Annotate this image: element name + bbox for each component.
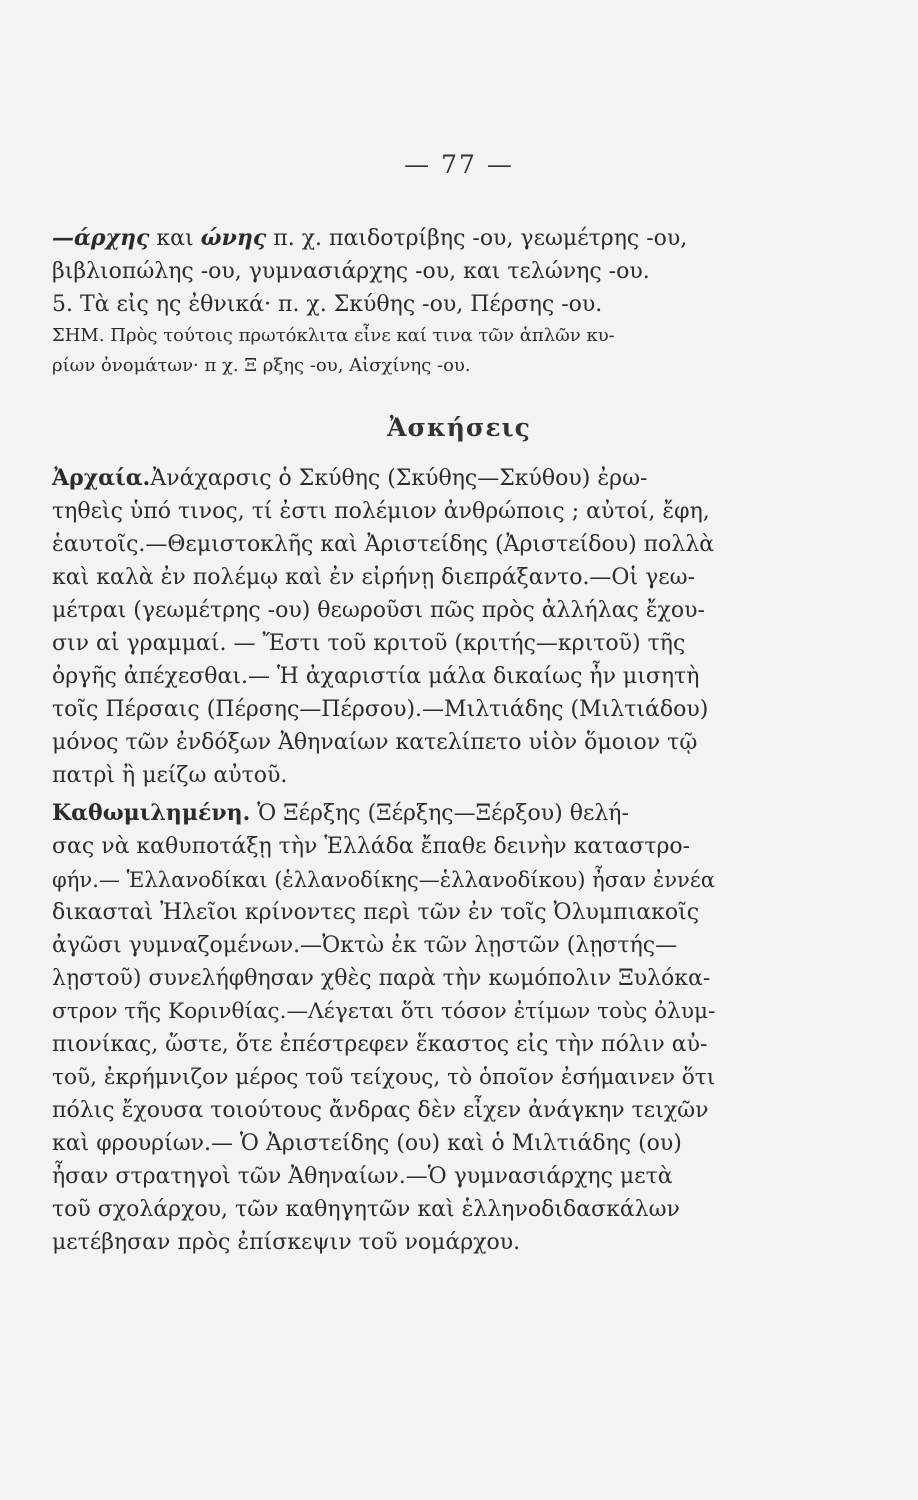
spoken-line-12: ἦσαν στρατηγοὶ τῶν Ἀθηναίων.—Ὁ γυμνασιάρχης μετὰ: [52, 1164, 673, 1189]
ancient-line-5: μέτραι (γεωμέτρης -ου) θεωροῦσι πῶς πρὸς ἀλλήλας ἔχου-: [52, 598, 705, 623]
ancient-label: Ἀρχαία.: [52, 465, 151, 491]
spoken-line-5: ἀγῶσι γυμναζομένων.—Ὀκτὼ ἐκ τῶν λῃστῶν (λῃστής—: [52, 933, 678, 958]
notes-line-3: 5. Τὰ εἰς ης ἐθνικά· π. χ. Σκύθης -ου, Πέρσης -ου.: [52, 292, 603, 317]
notes-remark-line-2: ρίων ὀνομάτων· π χ. Ξ ρξης -ου, Αἰσχίνης -ου.: [52, 355, 471, 376]
notes-line-1-rest: π. χ. παιδοτρίβης -ου, γεωμέτρης -ου,: [266, 226, 688, 251]
spoken-line-4: δικασταὶ Ἠλεῖοι κρίνοντες περὶ τῶν ἐν τοῖς Ὀλυμπιακοῖς: [52, 900, 700, 925]
spoken-line-1: [52, 797, 722, 830]
spoken-line-11: καὶ φρουρίων.— Ὁ Ἀριστείδης (ου) καὶ ὁ Μιλτιάδης (ου): [52, 1131, 682, 1156]
spoken-line-9: τοῦ, ἐκρήμνιζον μέρος τοῦ τείχους, τὸ ὁποῖον ἐσήμαινεν ὅτι: [52, 1065, 716, 1090]
page-number: — 77 —: [404, 150, 514, 179]
ending-archis: —άρχης: [52, 225, 150, 251]
grammar-notes: [52, 222, 722, 381]
ancient-line-7: ὀργῆς ἀπέχεσθαι.— Ἡ ἀχαριστία μάλα δικαίως ἦν μισητὴ: [52, 664, 700, 689]
ancient-line-6: σιν αἱ γραμμαί. — Ἔστι τοῦ κριτοῦ (κριτής—κριτοῦ) τῆς: [52, 631, 686, 656]
ancient-line-10: πατρὶ ἢ μείζω αὐτοῦ.: [52, 763, 288, 788]
spoken-line-3: φήν.— Ἑλλανοδίκαι (ἑλλανοδίκης—ἑλλανοδίκου) ἦσαν ἐννέα: [52, 867, 716, 892]
exercises-heading: Ἀσκήσεις: [387, 413, 531, 442]
ancient-line-8: τοῖς Πέρσαις (Πέρσης—Πέρσου).—Μιλτιάδης (Μιλτιάδου): [52, 697, 709, 722]
ancient-line-9: μόνος τῶν ἐνδόξων Ἀθηναίων κατελίπετο υἱὸν ὅμοιον τῷ: [52, 730, 698, 755]
spoken-line-8: πιονίκας, ὥστε, ὅτε ἐπέστρεφεν ἕκαστος εἰς τὴν πόλιν αὐ-: [52, 1032, 708, 1057]
ancient-line-4: καὶ καλὰ ἐν πολέμῳ καὶ ἐν εἰρήνῃ διεπράξαντο.—Οἱ γεω-: [52, 565, 696, 590]
conjunction: και: [149, 226, 201, 251]
spoken-line-14: μετέβησαν πρὸς ἐπίσκεψιν τοῦ νομάρχου.: [52, 1230, 521, 1255]
spoken-line-10: πόλις ἔχουσα τοιούτους ἄνδρας δὲν εἶχεν ἀνάγκην τειχῶν: [52, 1098, 709, 1123]
ancient-line-1: [52, 462, 722, 495]
notes-line-2: βιβλιοπώλης -ου, γυμνασιάρχης -ου, και τελώνης -ου.: [52, 259, 650, 284]
spoken-line-6: λῃστοῦ) συνελήφθησαν χθὲς παρὰ τὴν κωμόπολιν Ξυλόκα-: [52, 966, 711, 991]
ending-onis: ώνης: [200, 225, 267, 251]
spoken-text-1: Ὁ Ξέρξης (Ξέρξης—Ξέρξου) θελή-: [257, 801, 629, 826]
ancient-exercise: [52, 462, 722, 792]
notes-line-1: [52, 222, 722, 255]
ancient-line-2: τηθεὶς ὑπό τινος, τί ἐστι πολέμιον ἀνθρώποις ; αὐτοί, ἔφη,: [52, 499, 710, 524]
spoken-label: Καθωμιλημένη.: [52, 800, 251, 826]
ancient-text-1: Ἀνάχαρσις ὁ Σκύθης (Σκύθης—Σκύθου) ἐρω-: [150, 466, 648, 491]
spoken-exercise: [52, 797, 722, 1259]
notes-remark-line-1: ΣΗΜ. Πρὸς τούτοις πρωτόκλιτα εἶνε καί τινα τῶν ἁπλῶν κυ-: [52, 325, 615, 346]
spoken-line-13: τοῦ σχολάρχου, τῶν καθηγητῶν καὶ ἑλληνοδιδασκάλων: [52, 1197, 680, 1222]
spoken-line-7: στρον τῆς Κορινθίας.—Λέγεται ὅτι τόσον ἐτίμων τοὺς ὀλυμ-: [52, 999, 716, 1024]
ancient-line-3: ἑαυτοῖς.—Θεμιστοκλῆς καὶ Ἀριστείδης (Ἀριστείδου) πολλὰ: [52, 532, 715, 557]
spoken-line-2: σας νὰ καθυποτάξῃ τὴν Ἑλλάδα ἔπαθε δεινὴν καταστρο-: [52, 834, 691, 859]
